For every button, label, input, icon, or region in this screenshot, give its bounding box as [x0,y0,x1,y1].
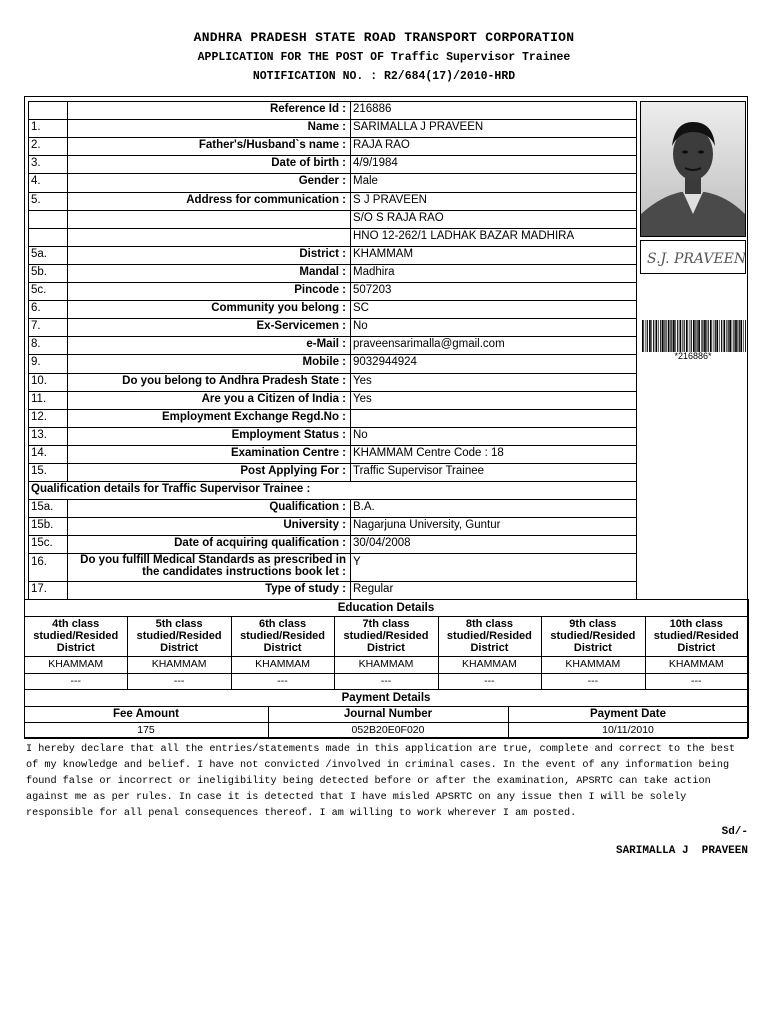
row-divider [28,318,636,319]
row-divider [24,673,748,674]
row-number: 3. [31,157,41,169]
education-district: KHAMMAM [565,658,621,670]
field-label: Gender : [298,175,346,187]
field-value: 9032944924 [353,356,417,368]
field-value: 4/9/1984 [353,157,398,169]
education-extra: --- [277,675,288,687]
barcode-bar [671,320,672,352]
field-value: Traffic Supervisor Trainee [353,465,485,477]
column-divider [645,616,646,689]
barcode-bar [653,320,654,352]
education-district: KHAMMAM [358,658,414,670]
applicant-photo [640,101,746,237]
barcode-bar [682,320,683,352]
field-value: Regular [353,583,394,595]
medical-label-line-2: the candidates instructions book let : [142,566,346,578]
barcode-bar [693,320,695,352]
row-number: 5b. [31,266,47,278]
row-divider [28,427,636,428]
field-value: KHAMMAM [353,248,414,260]
field-value: praveensarimalla@gmail.com [353,338,505,350]
field-value: Madhira [353,266,395,278]
barcode-bar [649,320,651,352]
education-header-line: 9th class [569,618,617,630]
education-extra: --- [484,675,495,687]
barcode-bar [691,320,692,352]
payment-value: 10/11/2010 [602,724,654,736]
field-label [67,210,350,228]
payment-title: Payment Details [341,692,431,704]
barcode-bar [658,320,659,352]
barcode-bar [662,320,664,352]
field-value: SARIMALLA J PRAVEEN [353,121,484,133]
row-number: 15a. [31,501,54,513]
row-number: 8. [31,338,41,350]
payment-column-header: Journal Number [343,708,433,720]
payment-value: 175 [137,724,155,736]
signature-text: S.J. PRAVEEN [647,251,745,267]
barcode-bar [698,320,700,352]
declaration-text [26,742,748,822]
education-district: KHAMMAM [48,658,104,670]
field-label: Do you belong to Andhra Pradesh State : [122,375,346,387]
barcode-bar [660,320,661,352]
education-header-line: 6th class [259,618,307,630]
field-label: Ex-Servicemen : [256,320,346,332]
field-label: e-Mail : [306,338,346,350]
barcode-bar [726,320,727,352]
education-extra: --- [173,675,185,687]
field-value: Y [353,556,361,568]
education-header-line: 5th class [155,618,203,630]
barcode-bar [721,320,722,352]
declaration-line: of my knowledge and belief. I have not convicted /involved in criminal cases. In the event of any information being [26,760,730,771]
payment-value: 052B20E0F020 [351,724,425,736]
education-header-line: studied/Resided [136,630,222,642]
field-value: KHAMMAM Centre Code : 18 [353,447,504,459]
field-label: Are you a Citizen of India : [201,393,346,405]
field-value: Yes [353,375,372,387]
row-number: 17. [31,583,47,595]
barcode-bar [732,320,733,352]
barcode-bar [670,320,671,352]
row-number: 5. [31,194,41,206]
barcode-label: *216886* [674,351,712,361]
education-header-line: District [263,642,302,654]
row-divider [28,445,636,446]
row-number [28,101,67,119]
education-header-line: 4th class [52,618,100,630]
education-header-line: District [56,642,95,654]
field-label [67,228,350,246]
education-column-header [334,618,437,656]
education-header-line: 7th class [362,618,410,630]
barcode-bar [713,320,714,352]
declaration-line: responsible for all penal consequences thereof. I am willing to work wherever I am posted. [26,808,577,819]
education-column-header [645,618,748,656]
qualification-title: Qualification details for Traffic Supervisor Trainee : [31,483,311,495]
row-number: 7. [31,320,41,332]
applicant-signature [640,240,746,274]
education-header-line: 10th class [669,618,723,630]
education-extra: --- [691,675,702,687]
education-header-line: studied/Resided [33,630,119,642]
education-header-line: studied/Resided [653,630,739,642]
field-value: Nagarjuna University, Guntur [353,519,501,531]
declaration-line: I hereby declare that all the entries/statements made in this application are true, complete and correct to the best [26,744,736,755]
education-header-line: studied/Resided [240,630,326,642]
education-header-line: studied/Resided [446,630,532,642]
field-label: Date of birth : [271,157,346,169]
payment-column-header: Payment Date [589,708,667,720]
field-label: Qualification : [269,501,346,513]
row-divider [24,616,748,617]
field-label: Examination Centre : [230,447,346,459]
row-divider [24,738,748,739]
barcode-bar [723,320,725,352]
barcode-bar [680,320,682,352]
row-divider [28,101,636,102]
applicant-photo-image [641,102,745,236]
education-column-header [24,618,127,656]
field-label: Mandal : [299,266,346,278]
field-value: 30/04/2008 [353,537,411,549]
column-divider [127,616,128,689]
sd-label: Sd/- [721,826,748,838]
barcode-bar [695,320,696,352]
barcode-bar [719,320,720,352]
barcode-bar [715,320,716,352]
field-value: Yes [353,393,372,405]
barcode-bar [677,320,678,352]
barcode-bar [737,320,738,352]
barcode-bar [686,320,688,352]
field-value: No [353,320,368,332]
column-divider [28,101,29,481]
field-value: RAJA RAO [353,139,410,151]
row-divider [28,173,636,174]
declaration-line: found false or incorrect or ineligibility being detected before or after the examination, APSRTC can take action [26,776,711,787]
education-header-line: 8th class [465,618,513,630]
row-number [28,228,67,246]
education-district: KHAMMAM [461,658,517,670]
education-header-line: District [160,642,199,654]
education-header-line: District [573,642,612,654]
field-label: University : [283,519,346,531]
barcode-bar [668,320,670,352]
education-column-header [231,618,334,656]
education-header-line: studied/Resided [550,630,636,642]
row-number: 5a. [31,248,47,260]
column-divider [67,499,68,599]
field-value: Male [353,175,378,187]
education-header-line: District [367,642,405,654]
education-column-header [438,618,541,656]
column-divider [748,599,749,738]
row-number: 2. [31,139,41,151]
row-divider [28,137,636,138]
barcode-bar [697,320,698,352]
declaration-line: against me as per rules. In case it is detected that I have misled APSRTC on any issue then I will be solely [26,792,687,803]
field-label: Type of study : [265,583,346,595]
barcode-bar [651,320,652,352]
barcode-bar [664,320,665,352]
column-divider [438,616,439,689]
column-divider [636,101,637,599]
field-label: District : [299,248,346,260]
barcode-bar [739,320,740,352]
column-divider [67,101,68,481]
barcode-bar [673,320,675,352]
row-divider [28,354,636,355]
field-value: S J PRAVEEN [353,194,427,206]
education-extra: --- [587,675,599,687]
field-label: Father's/Husband`s name : [198,139,346,151]
barcode-bar [706,320,707,352]
field-value: B.A. [353,501,375,513]
education-district: KHAMMAM [668,658,724,670]
signature-image [641,241,745,273]
row-number: 12. [31,411,47,423]
row-number: 15c. [31,537,53,549]
column-divider [231,616,232,689]
education-header-line: District [677,642,716,654]
applicant-sign-name: SARIMALLA J PRAVEEN [615,845,748,857]
field-label: Date of acquiring qualification : [174,537,346,549]
education-district: KHAMMAM [151,658,207,670]
field-value: 216886 [353,103,392,115]
column-divider [350,101,351,481]
education-extra: --- [70,675,81,687]
column-divider [28,481,29,599]
row-divider [28,119,636,120]
row-number: 11. [31,393,47,405]
field-label: Name : [307,121,346,133]
column-divider [334,616,335,689]
barcode-bar [645,320,646,352]
row-divider [28,246,636,247]
org-title: ANDHRA PRADESH STATE ROAD TRANSPORT CORPORATION [193,30,575,45]
barcode-bar [684,320,685,352]
row-divider [28,192,636,193]
field-value: HNO 12-262/1 LADHAK BAZAR MADHIRA [353,230,575,242]
barcode-bar [665,320,666,352]
row-number: 16. [31,556,47,568]
row-divider [28,336,636,337]
row-divider [28,228,636,229]
field-label: Mobile : [302,356,346,368]
field-value: 507203 [353,284,392,296]
education-header-line: studied/Resided [343,630,429,642]
row-number: 15. [31,465,47,477]
row-divider [28,391,636,392]
barcode-bar [735,320,737,352]
field-value: SC [353,302,369,314]
education-column-header [541,618,644,656]
row-divider [24,656,748,657]
barcode-bar [743,320,744,352]
row-number: 15b. [31,519,54,531]
row-number [28,210,67,228]
row-number: 13. [31,429,47,441]
barcode-bar [728,320,729,352]
row-divider [28,264,636,265]
column-divider [24,599,25,738]
barcode-bar [740,320,742,352]
row-divider [28,409,636,410]
barcode-bar [642,320,644,352]
barcode-bar [701,320,702,352]
post-title: APPLICATION FOR THE POST OF Traffic Supervisor Trainee [197,51,571,64]
field-value: S/O S RAJA RAO [353,212,444,224]
barcode-bar [710,320,712,352]
column-divider [541,616,542,689]
row-number: 14. [31,447,47,459]
column-divider [350,499,351,599]
field-label: Employment Exchange Regd.No : [161,411,346,423]
barcode-bar [656,320,658,352]
row-number: 1. [31,121,41,133]
reference-barcode [642,320,746,352]
field-label: Employment Status : [231,429,346,441]
barcode-bar [733,320,734,352]
barcode-bar [745,320,746,352]
field-label: Pincode : [294,284,346,296]
row-number: 10. [31,375,47,387]
row-divider [24,722,748,723]
field-label: Post Applying For : [240,465,346,477]
row-divider [28,463,636,464]
barcode-bar [708,320,709,352]
field-label: Reference Id : [269,103,346,115]
field-label: Address for communication : [186,194,346,206]
barcode-bar [647,320,648,352]
medical-standards-label [67,554,350,582]
education-district: KHAMMAM [255,658,310,670]
row-divider [28,300,636,301]
education-title: Education Details [337,602,435,614]
education-extra: --- [380,675,392,687]
row-divider [28,373,636,374]
barcode-bar [689,320,690,352]
education-column-header [127,618,230,656]
row-divider [28,210,636,211]
field-label: Community you belong : [211,302,346,314]
payment-column-header: Fee Amount [112,708,180,720]
row-number: 4. [31,175,41,187]
barcode-bar [716,320,718,352]
field-value [350,409,636,427]
notification-number: NOTIFICATION NO. : R2/684(17)/2010-HRD [252,70,516,83]
row-divider [28,155,636,156]
barcode-bar [729,320,731,352]
row-divider [28,282,636,283]
barcode-bar [702,320,703,352]
education-header-line: District [470,642,509,654]
barcode-bar [675,320,676,352]
field-value: No [353,429,368,441]
medical-label-line-1: Do you fulfill Medical Standards as prescribed in [80,554,346,566]
row-number: 9. [31,356,41,368]
barcode-bar [704,320,706,352]
row-number: 6. [31,302,41,314]
row-number: 5c. [31,284,47,296]
